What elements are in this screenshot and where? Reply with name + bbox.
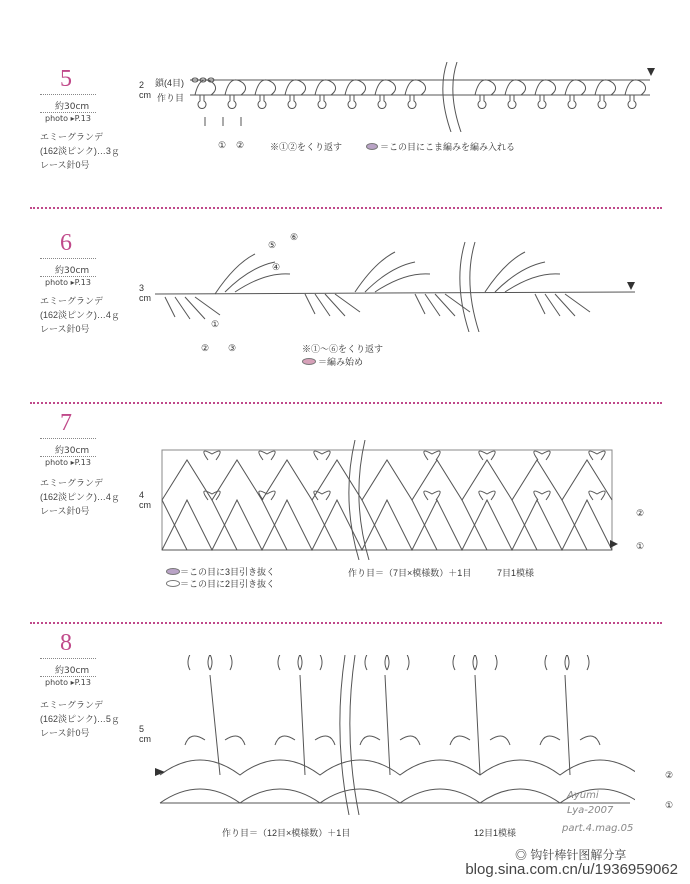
row-2-label: ② [665, 770, 674, 780]
photo-ref: photo ▸P.13 [45, 678, 91, 687]
step-marker-6: ⑥ [290, 232, 299, 242]
repeat-note: ※①②をくり返す [270, 142, 343, 152]
yarn-label: エミーグランデ [40, 478, 104, 488]
row-1-label: ① [636, 541, 645, 551]
hook-size: レース針0号 [40, 728, 90, 738]
foundation-formula: 作り目＝（12目×模様数）＋1目 [222, 828, 351, 838]
size-label: 約30cm [55, 666, 90, 676]
repeat-note: ※①～⑥をくり返す [302, 344, 384, 354]
watermark-line-2: Lya-2007 [567, 805, 614, 816]
size-label: 約30cm [55, 266, 90, 276]
note-3: ＝この目に3目引き抜く [180, 567, 276, 577]
yarn-label: エミーグランデ [40, 296, 104, 306]
row-marker-2: ② [236, 140, 245, 150]
height-label: 5 cm [139, 724, 151, 744]
dotted-rule [40, 676, 96, 677]
color-weight: (162淡ピンク)…3ｇ [40, 146, 120, 156]
hook-size: レース針0号 [40, 324, 90, 334]
row-1-label: ① [665, 800, 674, 810]
color-weight: (162淡ピンク)…4ｇ [40, 310, 120, 320]
step-marker-2: ② [201, 343, 210, 353]
size-label: 約30cm [55, 102, 90, 112]
watermark-line-3: part.4.mag.05 [562, 823, 634, 834]
blog-url: blog.sina.com.cn/u/1936959062 [465, 861, 678, 878]
wechat-label: 钩针棒针图解分享 [530, 848, 627, 862]
height-label: 4 cm [139, 490, 151, 510]
step-marker-4: ④ [272, 262, 281, 272]
step-marker-5: ⑤ [268, 240, 277, 250]
photo-ref: photo ▸P.13 [45, 114, 91, 123]
watermark-line-1: Ayumi [567, 790, 599, 801]
edging-chart-8 [155, 655, 635, 815]
note-2: ＝この目に2目引き抜く [180, 579, 276, 589]
start-note: ＝編み始め [318, 357, 364, 367]
photo-ref: photo ▸P.13 [45, 278, 91, 287]
pattern-number: 5 [60, 66, 72, 92]
repeat-label: 12目1模様 [474, 828, 517, 838]
color-weight: (162淡ピンク)…5ｇ [40, 714, 120, 724]
pattern-number: 6 [60, 230, 72, 256]
row-marker-1: ① [218, 140, 227, 150]
foundation-formula: 作り目＝（7目×模様数）＋1目 [348, 568, 472, 578]
step-marker-3: ③ [228, 343, 237, 353]
color-weight: (162淡ピンク)…4ｇ [40, 492, 120, 502]
chain-label: 鎖(4目) [155, 78, 184, 88]
row-2-label: ② [636, 508, 645, 518]
repeat-label: 7目1模様 [497, 568, 535, 578]
step-marker-1: ① [211, 319, 220, 329]
dotted-rule [40, 658, 96, 659]
height-label: 3 cm [139, 283, 151, 303]
yarn-label: エミーグランデ [40, 132, 104, 142]
pattern-number: 7 [60, 410, 72, 436]
height-label: 2 cm [139, 80, 151, 100]
photo-ref: photo ▸P.13 [45, 458, 91, 467]
marker-note: ＝この目にこま編みを編み入れる [380, 142, 516, 152]
pattern-number: 8 [60, 630, 72, 656]
wechat-icon: ◎ [515, 848, 531, 862]
hook-size: レース針0号 [40, 506, 90, 516]
hook-size: レース針0号 [40, 160, 90, 170]
yarn-label: エミーグランデ [40, 700, 104, 710]
foundation-label: 作り目 [157, 93, 185, 103]
size-label: 約30cm [55, 446, 90, 456]
